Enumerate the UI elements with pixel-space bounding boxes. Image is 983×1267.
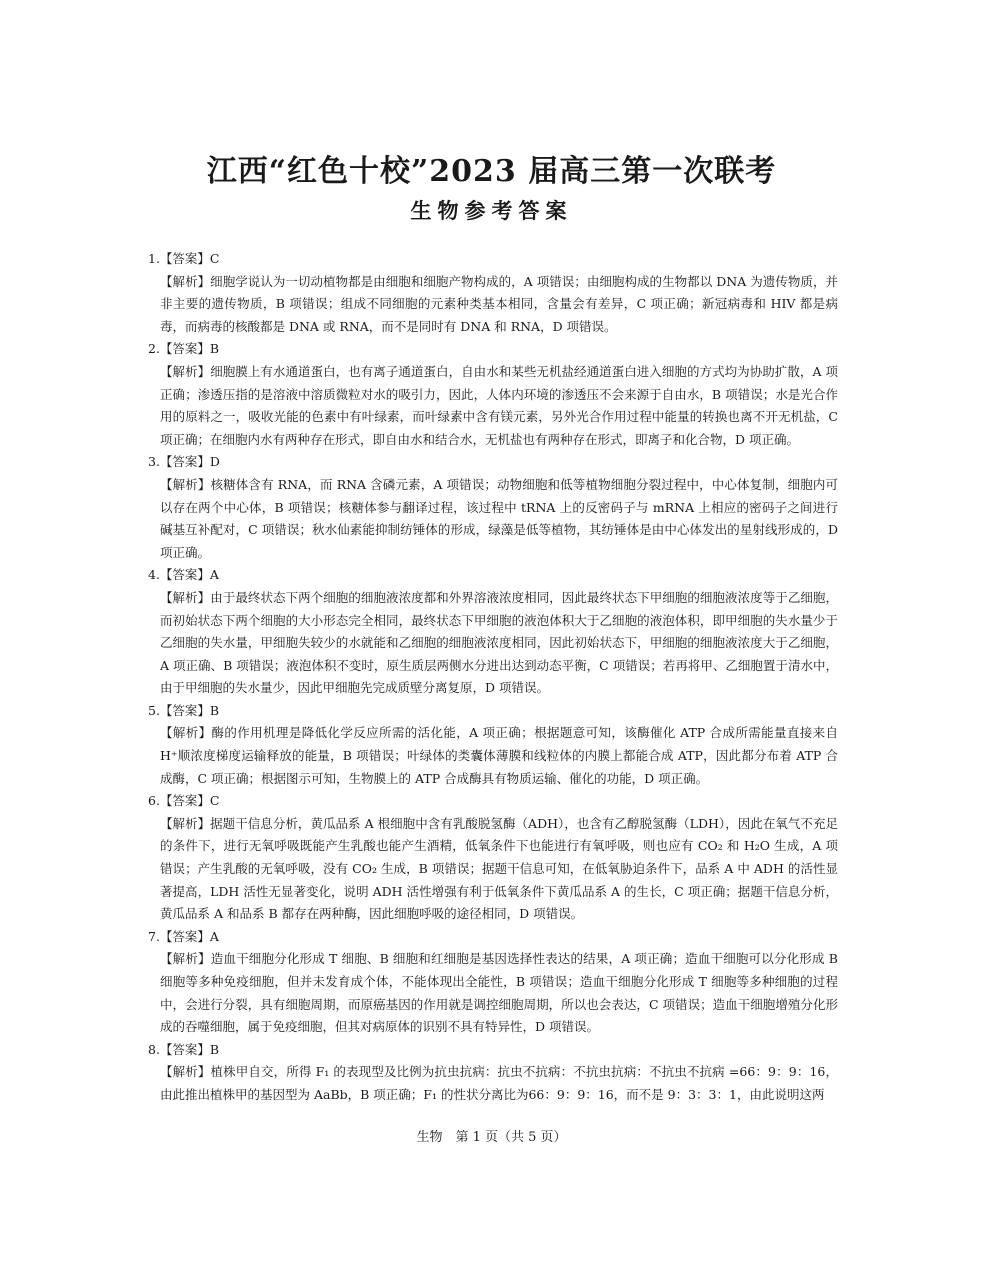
- answer-line: 5.【答案】B: [148, 702, 220, 718]
- question-item-4: [148, 564, 838, 700]
- answer-line: 1.【答案】C: [148, 251, 220, 266]
- page-subtitle: 生物参考答案: [410, 198, 573, 223]
- answer-line: 8.【答案】B: [148, 1041, 220, 1057]
- question-item-3: [148, 451, 838, 564]
- question-item-6: [148, 790, 838, 926]
- question-item-8: [148, 1039, 838, 1107]
- question-item-1: [148, 248, 838, 338]
- question-item-7: [148, 926, 838, 1039]
- answer-line: 7.【答案】A: [148, 928, 219, 944]
- analysis-text: 【解析】细胞膜上有水通道蛋白，也有离子通道蛋白，自由水和某些无机盐经通道蛋白进入细胞的方式均为协助扩散，A 项正确；渗透压指的是溶液中溶质微粒对水的吸引力，因此，人体内环境的渗透压不会来源于自由水，B 项错误；水是光合作用的原料之一，吸收光能的色素中有叶绿素，而叶绿素中含有镁元素，另外光合作用过程中能量的转换也离不开无机盐，C 项正确；在细胞内水有两种存在形式，即自由水和结合水，无机盐也有两种存在形式，即离子和化合物，D 项正确。: [160, 363, 838, 447]
- analysis-text: 【解析】细胞学说认为一切动植物都是由细胞和细胞产物构成的，A 项错误；由细胞构成的生物都以 DNA 为遗传物质，并非主要的遗传物质，B 项错误；组成不同细胞的元素种类基本相同，含量会有差异，C 项正确；新冠病毒和 HIV 都是病毒，而病毒的核酸都是 DNA 或 RNA，而不是同时有 DNA 和 RNA，D 项错误。: [160, 273, 838, 334]
- answer-line: 2.【答案】B: [148, 341, 220, 357]
- answer-line: 4.【答案】A: [148, 567, 219, 583]
- page-footer: 生物 第 1 页（共 5 页）: [416, 1130, 567, 1145]
- analysis-text: 【解析】据题干信息分析，黄瓜品系 A 根细胞中含有乳酸脱氢酶（ADH），也含有乙醇脱氢酶（LDH），因此在氧气不充足的条件下，进行无氧呼吸既能产生乳酸也能产生酒精，低氧条件下也能进行有氧呼吸，则也应有 CO₂ 和 H₂O 生成，A 项错误；产生乳酸的无氧呼吸，没有 CO₂ 生成，B 项错误；据题干信息可知，在低氧胁迫条件下，品系 A 中 ADH 的活性显著提高，LDH 活性无显著变化，说明 ADH 活性增强有利于低氧条件下黄瓜品系 A 的生长，C 项正确；据题干信息分析，黄瓜品系 A 和品系 B 都存在两种酶，因此细胞呼吸的途径相同，D 项错误。: [160, 815, 838, 922]
- analysis-text: 【解析】核糖体含有 RNA，而 RNA 含磷元素，A 项错误；动物细胞和低等植物细胞分裂过程中，中心体复制，细胞内可以存在两个中心体，B 项错误；核糖体参与翻译过程，该过程中 tRNA 上的反密码子与 mRNA 上相应的密码子之间进行碱基互补配对，C 项错误；秋水仙素能抑制纺锤体的形成，绿藻是低等植物，其纺锤体是由中心体发出的星射线形成的，D 项正确。: [160, 476, 838, 560]
- page-title: 江西“红色十校”2023 届高三第一次联考: [206, 154, 777, 189]
- answer-line: 6.【答案】C: [148, 793, 220, 809]
- answer-list: [148, 248, 838, 1107]
- analysis-text: 【解析】造血干细胞分化形成 T 细胞、B 细胞和红细胞是基因选择性表达的结果，A 项正确；造血干细胞可以分化形成 B 细胞等多种免疫细胞，但并未发育成个体，不能体现出全能性，B 项错误；造血干细胞分化形成 T 细胞等多种细胞的过程中，会进行分裂，具有细胞周期，而原癌基因的作用就是调控细胞周期，所以也会表达，C 项错误；造血干细胞增殖分化形成的吞噬细胞，属于免疫细胞，但其对病原体的识别不具有特异性，D 项错误。: [160, 951, 838, 1035]
- question-item-5: [148, 700, 838, 790]
- answer-line: 3.【答案】D: [148, 454, 220, 470]
- question-item-2: [148, 338, 838, 451]
- analysis-text: 【解析】植株甲自交，所得 F₁ 的表现型及比例为抗虫抗病：抗虫不抗病：不抗虫抗病：不抗虫不抗病 =66：9：9：16，由此推出植株甲的基因型为 AaBb，B 项正确；F₁ 的性状分离比为66：9：9：16，而不是 9：3：3：1，由此说明这两: [160, 1064, 838, 1102]
- analysis-text: 【解析】酶的作用机理是降低化学反应所需的活化能，A 项正确；根据题意可知，该酶催化 ATP 合成所需能量直接来自 H⁺顺浓度梯度运输释放的能量，B 项错误；叶绿体的类囊体薄膜和线粒体的内膜上都能合成 ATP，因此都分布着 ATP 合成酶，C 项正确；根据图示可知，生物膜上的 ATP 合成酶具有物质运输、催化的功能，D 项正确。: [160, 725, 838, 786]
- analysis-text: 【解析】由于最终状态下两个细胞的细胞液浓度都和外界溶液浓度相同，因此最终状态下甲细胞的细胞液浓度等于乙细胞，而初始状态下两个细胞的大小形态完全相同，最终状态下甲细胞的液泡体积大于乙细胞的液泡体积，即甲细胞的失水量少于乙细胞的失水量，甲细胞失较少的水就能和乙细胞的细胞液浓度相同，因此初始状态下，甲细胞的细胞液浓度大于乙细胞，A 项正确、B 项错误；液泡体积不变时，原生质层两侧水分进出达到动态平衡，C 项错误；若再将甲、乙细胞置于清水中，由于甲细胞的失水量少，因此甲细胞先完成质壁分离复原，D 项错误。: [160, 589, 838, 696]
